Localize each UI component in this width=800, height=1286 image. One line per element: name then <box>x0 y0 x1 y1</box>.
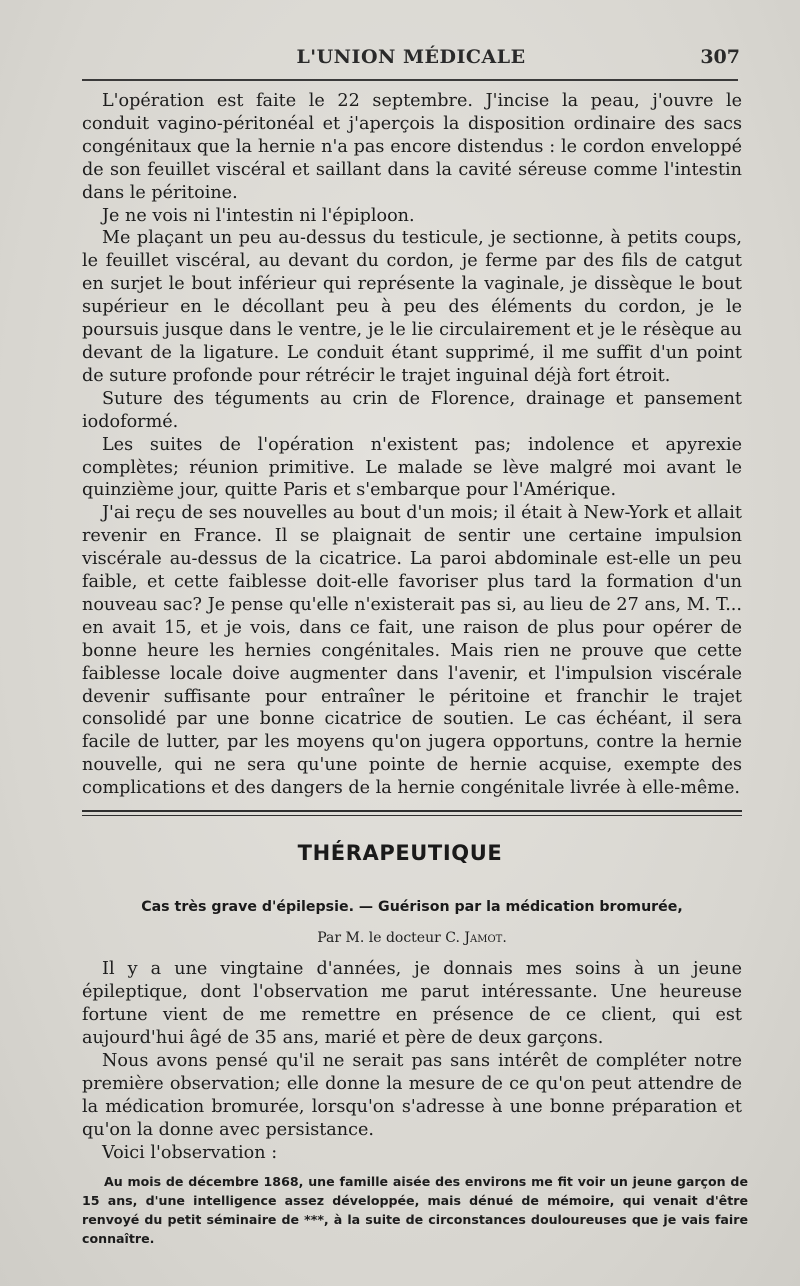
running-title: L'UNION MÉDICALE <box>296 46 526 68</box>
page-number: 307 <box>700 46 740 68</box>
article-body-hernia <box>82 90 742 800</box>
author-name: Jamot. <box>464 930 507 946</box>
paragraph: Voici l'observation : <box>102 1143 278 1163</box>
byline <box>82 930 742 946</box>
paragraph: Je ne vois ni l'intestin ni l'épiploon. <box>102 205 415 226</box>
section-divider <box>82 810 742 812</box>
byline-prefix: Par M. le docteur C. <box>317 930 460 946</box>
paragraph: Nous avons pensé qu'il ne serait pas sans intérêt de compléter notre première observation; elle donne la mesure de ce qu'on peut attendre de la médication bromurée, lorsqu'on s'adresse à une bonne préparation et qu'on la donne avec persistance. <box>82 1051 742 1140</box>
section-divider-thin <box>82 815 742 816</box>
paragraph: L'opération est faite le 22 septembre. J'incise la peau, j'ouvre le conduit vagino-péritonéal et j'aperçois la disposition ordinaire des sacs congénitaux que la hernie n'a pas encore distendus : le cordon enveloppé de son feuillet viscéral et saillant dans la cavité séreuse comme l'intestin dans le péritoine. <box>82 91 742 203</box>
paragraph: J'ai reçu de ses nouvelles au bout d'un mois; il était à New-York et allait revenir en France. Il se plaignait de sentir une certaine impulsion viscérale au-dessus de la cicatrice. La paroi abdominale est-elle un peu faible, et cette faiblesse doit-elle favoriser plus tard la formation d'un nouveau sac? Je pense qu'elle n'existerait pas si, au lieu de 27 ans, M. T... en avait 15, et je vois, dans ce fait, une raison de plus pour opérer de bonne heure les hernies congénitales. Mais rien ne prouve que cette faiblesse locale doive augmenter dans l'avenir, et l'impulsion viscérale devenir suffisante pour entraîner le péritoine et franchir le trajet consolidé par une bonne cicatrice de soutien. Le cas échéant, il sera facile de lutter, par les moyens qu'on jugera opportuns, contre la hernie nouvelle, qui ne sera qu'une pointe de hernie acquise, exempte des complications et des dangers de la hernie congénitale livrée à elle-même. <box>82 503 742 799</box>
observation-paragraph: Au mois de décembre 1868, une famille aisée des environs me fit voir un jeune garçon de 15 ans, d'une intelligence assez développée, mais dénué de mémoire, qui venait d'être renvoyé du petit séminaire de ***, à la suite de circonstances douloureuses que je vais faire connaître. <box>82 1174 748 1246</box>
paragraph: Me plaçant un peu au-dessus du testicule, je sectionne, à petits coups, le feuillet viscéral, au devant du cordon, je ferme par des fils de catgut en surjet le bout inférieur qui représente la vaginale, je dissèque le bout supérieur en le décollant peu à peu des éléments du cordon, je le poursuis jusque dans le ventre, je le lie circulairement et je le résèque au devant de la ligature. Le conduit étant supprimé, il me suffit d'un point de suture profonde pour rétrécir le trajet inguinal déjà fort étroit. <box>82 228 742 386</box>
article-body-epilepsy <box>82 958 742 1165</box>
observation-text <box>82 1172 748 1248</box>
paragraph: Les suites de l'opération n'existent pas; indolence et apyrexie complètes; réunion primitive. Le malade se lève malgré moi avant le quinzième jour, quitte Paris et s'embarque pour l'Amérique. <box>82 434 742 501</box>
article-title: Cas très grave d'épilepsie. — Guérison par la médication bromurée, <box>141 899 683 915</box>
paragraph: Suture des téguments au crin de Florence, drainage et pansement iodoformé. <box>82 388 742 432</box>
page-header <box>82 46 740 76</box>
header-rule <box>82 79 738 81</box>
section-title: THÉRAPEUTIQUE <box>297 841 503 865</box>
paragraph: Il y a une vingtaine d'années, je donnais mes soins à un jeune épileptique, dont l'observation me parut intéressante. Une heureuse fortune vient de me remettre en présence de ce client, qui est aujourd'hui âgé de 35 ans, marié et père de deux garçons. <box>82 959 742 1048</box>
